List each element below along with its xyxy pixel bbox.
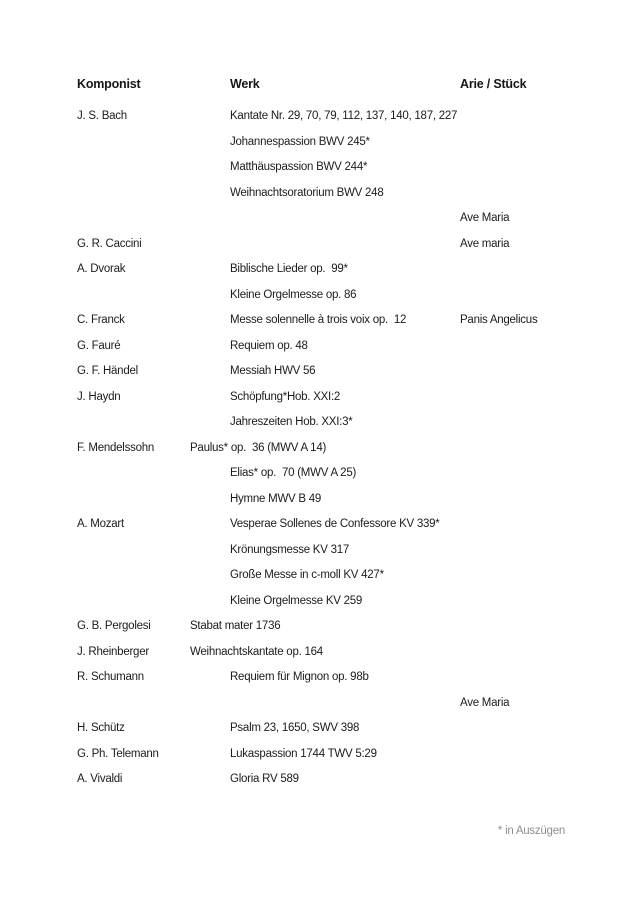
werk-cell: Matthäuspassion BWV 244* (230, 161, 368, 173)
werk-cell: Requiem für Mignon op. 98b (230, 671, 369, 683)
komponist-cell: G. R. Caccini (77, 237, 142, 250)
table-row (77, 772, 565, 798)
komponist-cell: G. Ph. Telemann (77, 747, 159, 760)
table-row (77, 721, 565, 747)
werk-cell: Hymne MWV B 49 (230, 492, 322, 505)
table-row (77, 109, 565, 135)
komponist-cell: G. B. Pergolesi (77, 620, 151, 632)
arie-cell: Panis Angelicus (460, 314, 538, 326)
werk-cell: Schöpfung*Hob. XXI:2 (230, 390, 341, 403)
document-content (77, 77, 565, 835)
column-header-werk: Werk (230, 77, 260, 91)
arie-cell: Ave Maria (460, 212, 510, 224)
komponist-cell: A. Dvorak (77, 263, 126, 275)
werk-cell: Weihnachtsoratorium BWV 248 (230, 186, 384, 199)
table-row (77, 135, 565, 161)
werk-cell: Stabat mater 1736 (190, 620, 281, 632)
column-header-arie-stueck: Arie / Stück (460, 77, 527, 91)
komponist-cell: C. Franck (77, 314, 125, 326)
komponist-cell: J. Haydn (77, 390, 121, 403)
komponist-cell: R. Schumann (77, 671, 144, 683)
werk-cell: Gloria RV 589 (230, 773, 299, 785)
table-row (77, 670, 565, 696)
table-row (77, 288, 565, 314)
table-row (77, 466, 565, 492)
komponist-cell: J. S. Bach (77, 110, 127, 122)
komponist-cell: A. Mozart (77, 518, 124, 530)
table-row (77, 415, 565, 441)
werk-cell: Vesperae Sollenes de Confessore KV 339* (230, 518, 440, 530)
table-row (77, 160, 565, 186)
table-row (77, 441, 565, 467)
werk-cell: Requiem op. 48 (230, 339, 308, 352)
table-row (77, 594, 565, 620)
werk-cell: Biblische Lieder op. 99* (230, 263, 348, 275)
table-row (77, 186, 565, 212)
footnote-row (77, 821, 565, 835)
table-row (77, 364, 565, 390)
arie-cell: Ave maria (460, 237, 510, 250)
werk-cell: Elias* op. 70 (MWV A 25) (230, 467, 357, 479)
table-row (77, 390, 565, 416)
komponist-cell: J. Rheinberger (77, 645, 149, 658)
table-row (77, 211, 565, 237)
table-row (77, 568, 565, 594)
table-row (77, 517, 565, 543)
arie-cell: Ave Maria (460, 696, 510, 709)
table-row (77, 696, 565, 722)
komponist-cell: H. Schütz (77, 722, 125, 734)
table-row (77, 543, 565, 569)
werk-cell: Kantate Nr. 29, 70, 79, 112, 137, 140, 187, 227 (230, 110, 458, 122)
werk-cell: Johannespassion BWV 245* (230, 135, 370, 148)
werk-cell: Kleine Orgelmesse KV 259 (230, 594, 363, 607)
werk-cell: Messiah HWV 56 (230, 365, 316, 377)
werk-cell: Lukaspassion 1744 TWV 5:29 (230, 747, 377, 760)
table-row (77, 619, 565, 645)
column-header-komponist: Komponist (77, 77, 141, 91)
werk-cell: Kleine Orgelmesse op. 86 (230, 288, 357, 301)
komponist-cell: F. Mendelssohn (77, 441, 155, 454)
werk-cell: Große Messe in c-moll KV 427* (230, 569, 384, 581)
komponist-cell: G. F. Händel (77, 365, 138, 377)
table-row (77, 237, 565, 263)
table-row (77, 747, 565, 773)
werk-cell: Weihnachtskantate op. 164 (190, 645, 323, 658)
werk-cell: Paulus* op. 36 (MWV A 14) (190, 441, 327, 454)
werk-cell: Psalm 23, 1650, SWV 398 (230, 722, 360, 734)
works-table (77, 109, 565, 798)
table-row (77, 262, 565, 288)
table-row (77, 492, 565, 518)
table-row (77, 313, 565, 339)
table-header-row (77, 77, 565, 103)
table-row (77, 645, 565, 671)
komponist-cell: G. Fauré (77, 339, 121, 352)
table-row (77, 339, 565, 365)
werk-cell: Jahreszeiten Hob. XXI:3* (230, 416, 353, 428)
werk-cell: Messe solennelle à trois voix op. 12 (230, 314, 407, 326)
footnote: * in Auszügen (497, 824, 565, 837)
komponist-cell: A. Vivaldi (77, 773, 123, 785)
werk-cell: Krönungsmesse KV 317 (230, 543, 350, 556)
